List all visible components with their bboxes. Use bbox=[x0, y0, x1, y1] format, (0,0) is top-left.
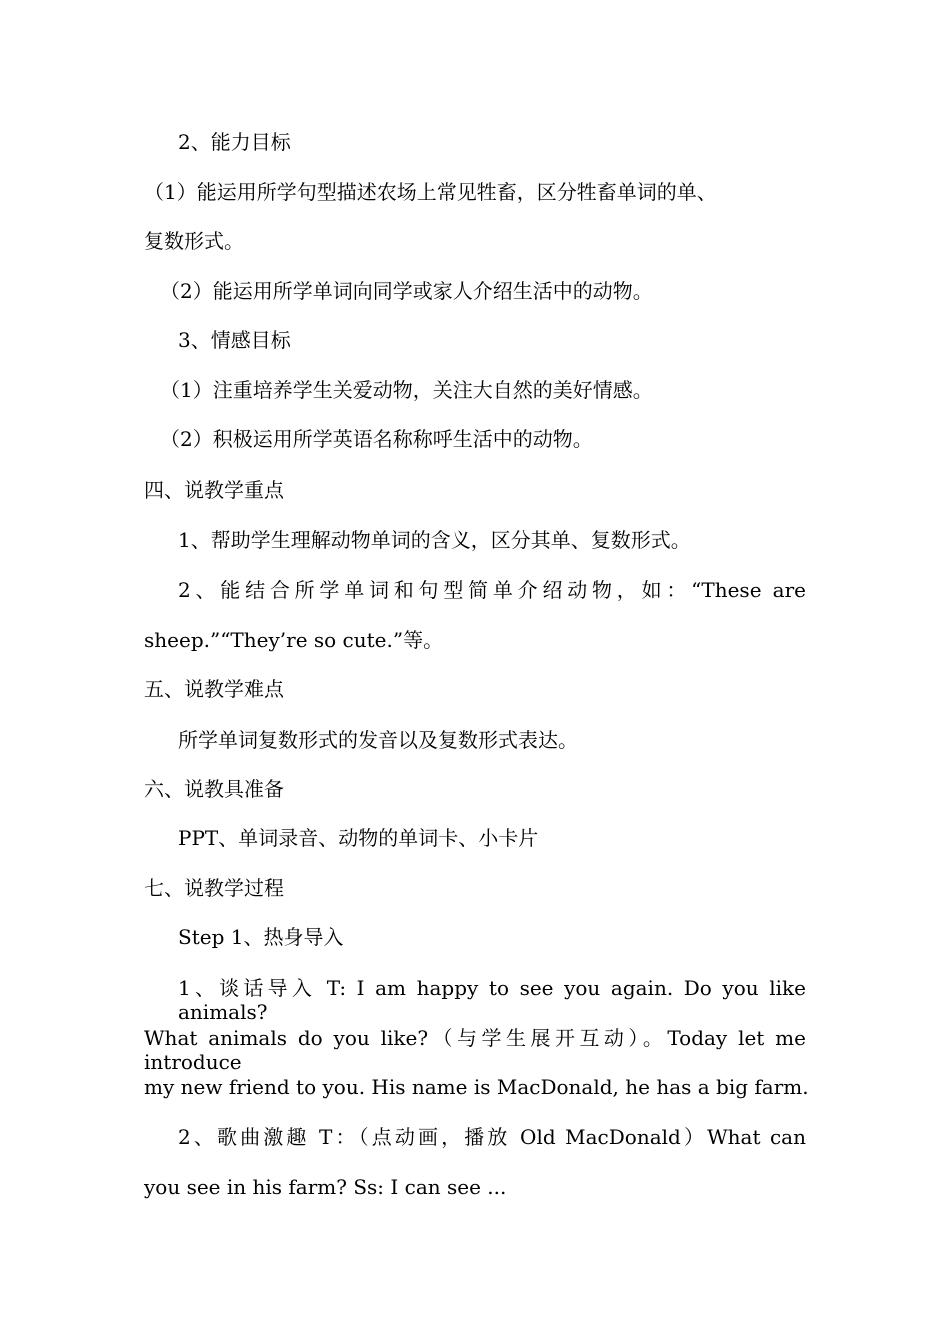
key-point-2-line2: sheep.”“They’re so cute.”等。 bbox=[144, 628, 444, 652]
emotion-goal-1: （1）注重培养学生关爱动物，关注大自然的美好情感。 bbox=[160, 378, 653, 402]
warmup-1-line3: my new friend to you. His name is MacDonald, he has a big farm. bbox=[144, 1075, 809, 1099]
emotion-goal-heading: 3、情感目标 bbox=[178, 328, 291, 352]
section4-heading: 四、说教学重点 bbox=[144, 478, 284, 502]
difficulty-1: 所学单词复数形式的发音以及复数形式表达。 bbox=[178, 728, 578, 752]
section6-heading: 六、说教具准备 bbox=[144, 777, 284, 801]
ability-goal-2: （2）能运用所学单词向同学或家人介绍生活中的动物。 bbox=[160, 279, 653, 303]
ability-goal-1-line1: （1）能运用所学句型描述农场上常见牲畜，区分牲畜单词的单、 bbox=[144, 180, 717, 204]
key-point-1: 1、帮助学生理解动物单词的含义，区分其单、复数形式。 bbox=[178, 528, 691, 552]
key-point-2-line1: 2、能结合所学单词和句型简单介绍动物，如：“These are bbox=[178, 578, 806, 602]
tools-1: PPT、单词录音、动物的单词卡、小卡片 bbox=[178, 826, 539, 850]
warmup-1-line1: 1、谈话导入 T: I am happy to see you again. Do you like animals? bbox=[178, 976, 806, 1024]
section7-heading: 七、说教学过程 bbox=[144, 876, 284, 900]
section5-heading: 五、说教学难点 bbox=[144, 677, 284, 701]
emotion-goal-2: （2）积极运用所学英语名称称呼生活中的动物。 bbox=[160, 427, 593, 451]
ability-goal-1-line2: 复数形式。 bbox=[144, 229, 244, 253]
warmup-2-line2: you see in his farm? Ss: I can see ... bbox=[144, 1175, 507, 1199]
warmup-1-line2: What animals do you like?（与学生展开互动）。Today let me introduce bbox=[144, 1026, 806, 1074]
step1-heading: Step 1、热身导入 bbox=[178, 925, 344, 949]
warmup-2-line1: 2、歌曲激趣 T：（点动画，播放 Old MacDonald）What can bbox=[178, 1125, 806, 1149]
ability-goal-heading: 2、能力目标 bbox=[178, 130, 291, 154]
